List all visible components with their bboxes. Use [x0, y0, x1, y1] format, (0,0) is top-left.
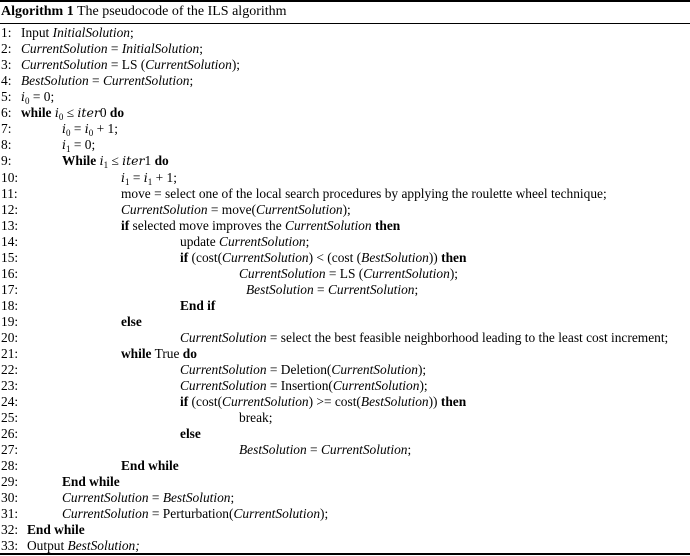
code-var: CurrentSolution [62, 506, 149, 521]
keyword: else [180, 426, 201, 441]
code-line [1, 41, 203, 57]
code-line [1, 186, 607, 202]
keyword: End if [180, 298, 216, 313]
code-var: BestSolution [361, 250, 429, 265]
code-line [1, 506, 329, 522]
code-text: break; [239, 410, 273, 425]
code-text: = LS ( [107, 57, 146, 72]
keyword: While [62, 153, 97, 168]
keyword: End while [62, 474, 120, 489]
code-text: )) [428, 394, 438, 409]
code-var: CurrentSolution [222, 250, 309, 265]
line-number: 28: [1, 458, 19, 473]
code-var: CurrentSolution [145, 57, 232, 72]
line-number: 26: [1, 426, 19, 441]
line-number: 12: [1, 202, 19, 217]
code-line [1, 57, 240, 73]
keyword: else [121, 314, 142, 329]
code-text: 1 [144, 153, 152, 168]
code-text: ≤ [63, 105, 78, 120]
code-var: CurrentSolution [180, 362, 267, 377]
keyword: then [440, 394, 467, 409]
caption-label: Algorithm 1 [1, 4, 74, 19]
code-text: = 0; [70, 137, 96, 152]
code-text: + 1; [93, 121, 118, 136]
code-text: = [107, 41, 122, 56]
math-sub: 0 [25, 96, 30, 106]
code-var: CurrentSolution [233, 506, 321, 521]
math-sub: 1 [66, 144, 71, 154]
line-number: 2: [1, 41, 12, 56]
line-number: 24: [1, 394, 19, 409]
line-number: 11: [1, 186, 18, 201]
math-var: iter [122, 153, 145, 168]
line-number: 18: [1, 298, 19, 313]
code-text: = Deletion( [266, 362, 332, 377]
code-text: ; [130, 25, 134, 40]
keyword: while [121, 346, 152, 361]
code-line [1, 362, 427, 378]
math-sub: 0 [88, 128, 94, 138]
code-text: Output [27, 538, 68, 553]
line-number: 30: [1, 490, 19, 505]
code-text: )) [428, 250, 438, 265]
code-var: CurrentSolution [285, 218, 372, 233]
code-text: = move( [207, 202, 257, 217]
code-text: move = select one of the local search procedures by applying the roulette wheel technique; [121, 186, 607, 201]
code-text: ; [189, 73, 194, 88]
code-line [1, 250, 467, 266]
code-line [1, 218, 401, 234]
code-var: InitialSolution [52, 25, 130, 40]
line-number: 23: [1, 378, 19, 393]
math-var: iter [77, 105, 100, 120]
line-number: 3: [1, 57, 12, 72]
line-number: 31: [1, 506, 19, 521]
code-line [1, 234, 310, 250]
line-number: 20: [1, 330, 19, 345]
line-number: 14: [1, 234, 19, 249]
code-var: CurrentSolution [332, 378, 420, 393]
keyword: End while [27, 522, 85, 537]
keyword: if [180, 250, 189, 265]
code-line [1, 89, 55, 106]
code-text: (cost( [188, 250, 223, 265]
code-line [1, 346, 197, 362]
code-var: BestSolution [246, 282, 314, 297]
math-sub: 1 [147, 177, 153, 187]
code-text: = [313, 282, 328, 297]
code-text: ≤ [108, 153, 123, 168]
code-var: InitialSolution [121, 41, 200, 56]
code-text: ) >= cost( [308, 394, 361, 409]
math-sub: 1 [103, 160, 109, 170]
code-line [1, 442, 412, 458]
math-var: i [21, 89, 25, 104]
code-var: CurrentSolution [121, 202, 208, 217]
line-number: 25: [1, 410, 19, 425]
code-text: = Perturbation( [148, 506, 234, 521]
code-line [1, 137, 96, 154]
line-number: 17: [1, 282, 19, 297]
code-var: BestSolution [162, 490, 231, 505]
code-var: CurrentSolution [256, 202, 343, 217]
line-number: 29: [1, 474, 19, 489]
line-number: 16: [1, 266, 19, 281]
math-sub: 1 [125, 177, 130, 187]
line-number: 22: [1, 362, 19, 377]
keyword: then [374, 218, 401, 233]
code-var: CurrentSolution [363, 266, 450, 281]
line-number: 5: [1, 89, 12, 104]
code-line [1, 266, 458, 282]
line-number: 1: [1, 25, 12, 40]
code-text: ; [305, 234, 310, 249]
caption-title: The pseudocode of the ILS algorithm [76, 4, 287, 19]
code-line [1, 202, 351, 218]
code-line [1, 153, 169, 170]
code-var: BestSolution; [67, 538, 140, 553]
code-text: ); [449, 266, 458, 281]
code-line [1, 410, 273, 426]
code-text: update [180, 234, 220, 249]
line-number: 19: [1, 314, 19, 329]
line-number: 33: [1, 538, 19, 553]
line-number: 27: [1, 442, 19, 457]
code-var: BestSolution [239, 442, 307, 457]
math-var: i [54, 105, 59, 120]
code-var: CurrentSolution [21, 57, 108, 72]
keyword: then [441, 250, 467, 265]
code-line [1, 25, 134, 41]
code-text: = Insertion( [266, 378, 333, 393]
code-text: ; [414, 282, 419, 297]
code-text: = [148, 490, 163, 505]
code-line [1, 426, 201, 442]
code-var: CurrentSolution [180, 330, 267, 345]
caption-rule [0, 23, 690, 24]
math-var: i [84, 121, 89, 136]
code-text: ); [231, 57, 240, 72]
code-text: = [70, 121, 85, 136]
keyword: if [121, 218, 130, 233]
code-text: ); [417, 362, 427, 377]
math-var: i [62, 137, 66, 152]
code-var: CurrentSolution [219, 234, 306, 249]
code-text: Input [21, 25, 53, 40]
code-text: = LS ( [325, 266, 364, 281]
code-text: = [88, 73, 103, 88]
code-line [1, 490, 235, 506]
code-var: BestSolution [360, 394, 429, 409]
code-text: ; [407, 442, 412, 457]
keyword: do [182, 346, 197, 361]
code-var: CurrentSolution [222, 394, 309, 409]
keyword: if [180, 394, 189, 409]
code-text: ); [342, 202, 351, 217]
keyword: while [21, 105, 52, 120]
line-number: 4: [1, 73, 12, 88]
code-var: CurrentSolution [239, 266, 326, 281]
code-line [1, 458, 179, 474]
top-rule [0, 0, 690, 2]
code-text: + 1; [152, 170, 177, 185]
line-number: 32: [1, 522, 19, 537]
code-text: 0 [99, 105, 107, 120]
code-line [1, 314, 142, 330]
code-line [1, 330, 669, 346]
code-line [1, 121, 118, 138]
algorithm-caption [1, 3, 287, 20]
code-line [1, 282, 419, 298]
code-var: CurrentSolution [180, 378, 267, 393]
line-number: 8: [1, 137, 12, 152]
line-number: 13: [1, 218, 19, 233]
code-text: ) < (cost ( [308, 250, 362, 265]
code-text: = [129, 170, 144, 185]
line-number: 21: [1, 346, 19, 361]
bottom-rule [0, 553, 690, 555]
code-var: BestSolution [21, 73, 89, 88]
code-line [1, 378, 428, 394]
line-number: 15: [1, 250, 19, 265]
code-var: CurrentSolution [320, 442, 408, 457]
line-number: 7: [1, 121, 12, 136]
code-line [1, 105, 125, 122]
keyword: End while [121, 458, 179, 473]
code-text: ); [320, 506, 329, 521]
code-text: = select the best feasible neighborhood leading to the least cost increment; [266, 330, 669, 345]
line-number: 10: [1, 170, 19, 185]
keyword: do [154, 153, 169, 168]
math-sub: 0 [58, 112, 64, 122]
code-line [1, 170, 177, 187]
code-text: ; [199, 41, 203, 56]
code-line [1, 298, 216, 314]
code-line [1, 394, 467, 410]
math-var: i [121, 170, 125, 185]
code-line [1, 73, 194, 89]
code-var: CurrentSolution [21, 41, 108, 56]
code-text: selected move improves the [132, 218, 286, 233]
code-line [1, 474, 120, 490]
math-var: i [62, 121, 66, 136]
math-sub: 0 [66, 128, 71, 138]
code-var: CurrentSolution [102, 73, 190, 88]
code-text: = 0; [29, 89, 55, 104]
code-line [1, 522, 85, 538]
line-number: 6: [1, 105, 12, 120]
line-number: 9: [1, 153, 12, 168]
code-var: CurrentSolution [327, 282, 415, 297]
code-var: CurrentSolution [331, 362, 418, 377]
code-text: True [151, 346, 183, 361]
code-text: = [306, 442, 321, 457]
keyword: do [109, 105, 125, 120]
math-var: i [99, 153, 104, 168]
code-text: ); [419, 378, 428, 393]
math-var: i [143, 170, 148, 185]
code-text: ; [230, 490, 235, 505]
code-var: CurrentSolution [62, 490, 149, 505]
code-line [1, 538, 140, 554]
code-text: (cost( [188, 394, 223, 409]
